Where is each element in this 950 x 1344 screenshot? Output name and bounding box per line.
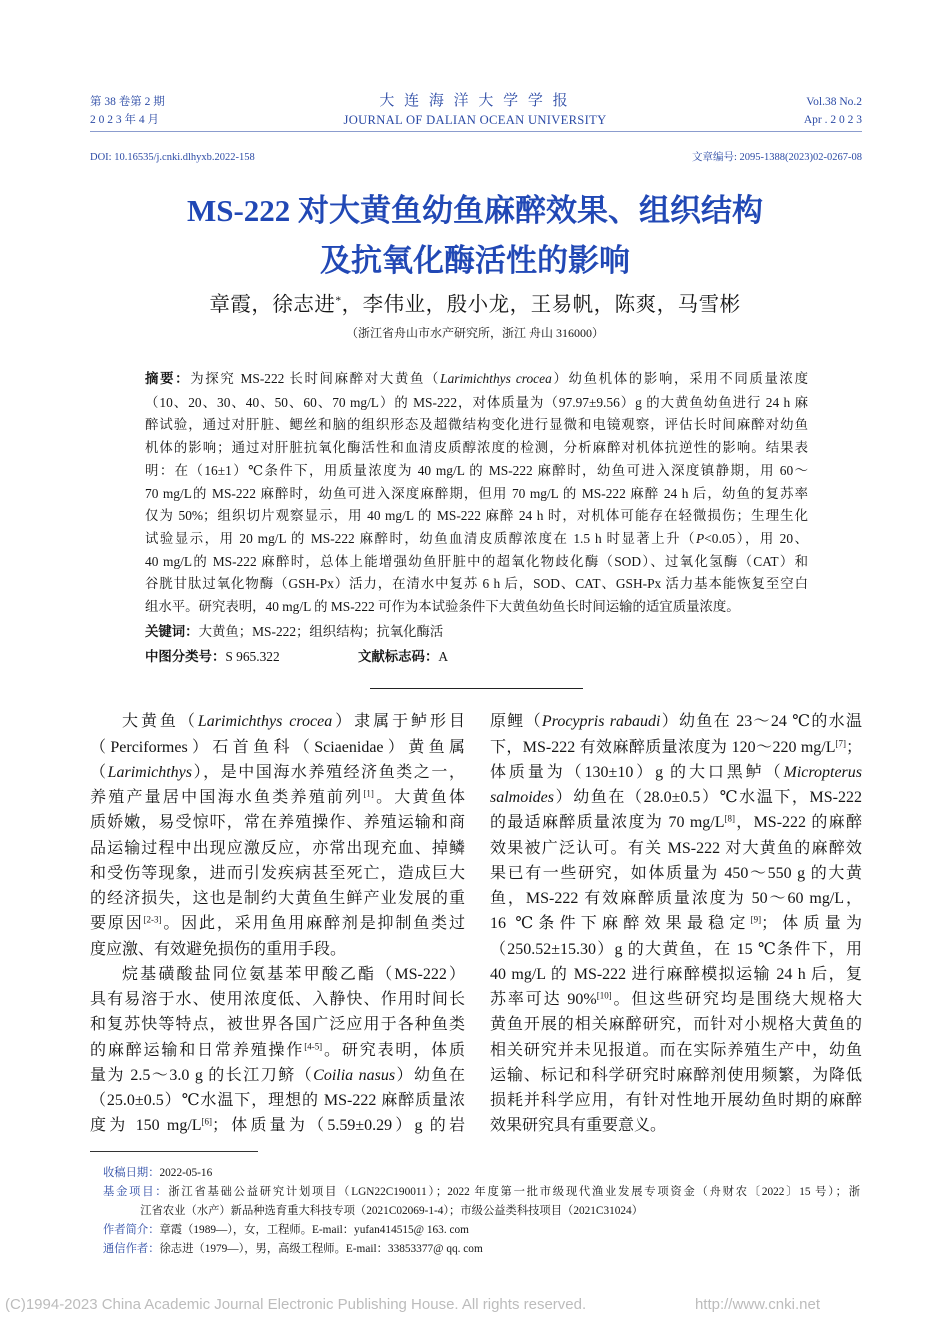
text-run: ；体质量为（5.59±0.29）g 的岩 <box>212 1117 465 1135</box>
text-run: （Perciformes）石首鱼科（Sciaenidae）黄鱼属 <box>90 738 465 756</box>
abstract-line <box>145 392 808 415</box>
abstract-line <box>145 483 808 506</box>
body-line <box>90 937 465 962</box>
footnote <box>103 1164 860 1183</box>
text-run: ；体质量为 <box>761 915 862 933</box>
body-line <box>90 1063 465 1088</box>
text-run: 运输、标记和科学研究时麻醉剂使用频繁，为降低 <box>490 1066 862 1084</box>
text-run: 损耗并科学应用，有针对性地开展幼鱼时期的麻醉 <box>490 1092 862 1110</box>
text-run: 组水平。研究表明，40 mg/L 的 MS-222 可作为本试验条件下大黄鱼幼鱼长时间运输的适宜质量浓度。 <box>145 599 740 615</box>
journal-name-en: JOURNAL OF DALIAN OCEAN UNIVERSITY <box>343 113 607 127</box>
body-line <box>490 987 862 1012</box>
text-run: 和复苏快等特点，被世界各国广泛应用于各种鱼类 <box>90 1016 465 1034</box>
body-line <box>490 1012 862 1037</box>
text-run: 。但这些研究均是围绕大规格大 <box>611 991 862 1009</box>
paper-title <box>0 186 950 286</box>
copyright-watermark <box>5 1296 945 1314</box>
keywords-label: 关键词： <box>145 625 199 640</box>
text-run: 体质量为（130±10）g 的大口黑鲈（ <box>490 763 784 781</box>
doi-row <box>90 151 862 165</box>
text-run: ）幼鱼在 <box>395 1066 465 1084</box>
text-run: （10、20、30、40、50、60、70 mg/L）的 MS-222，对体质量为（97.97±9.56）g 的大黄鱼幼鱼进行 24 h 麻 <box>145 394 808 410</box>
body-line <box>490 861 862 886</box>
issue-date: 2 0 2 3 年 4 月 <box>90 114 159 126</box>
abstract-separator <box>370 688 583 689</box>
body-column-right <box>490 709 862 1138</box>
abstract-line <box>145 368 808 392</box>
body-line <box>490 1063 862 1088</box>
body-line <box>490 1038 862 1063</box>
text-run: ）幼鱼机体的影响，采用不同质量浓度 <box>551 371 808 386</box>
volume-number: Vol.38 No.2 <box>806 96 862 108</box>
abstract-line <box>145 505 808 528</box>
text-run: ，MS-222 的麻醉 <box>734 814 862 832</box>
superscript-mark: [6] <box>201 1117 212 1128</box>
footnote-line <box>103 1183 860 1202</box>
clc-label: 中图分类号： <box>145 650 226 665</box>
text-run: 度为 150 mg/L <box>90 1117 202 1135</box>
body-line <box>490 785 862 810</box>
footnote-text: 浙江省基础公益研究计划项目（LGN22C190011）；2022 年度第一批市级现代渔业发展专项资金（舟财农〔2022〕15 号）；浙 <box>168 1186 860 1198</box>
text-run: ），是中国海水养殖经济鱼类之一， <box>192 763 465 781</box>
text-run: 的经济损失，这也是制约大黄鱼生鲜产业发展的重 <box>90 890 465 908</box>
footnote-label: 收稿日期： <box>103 1167 160 1179</box>
text-run: 。大黄鱼体 <box>373 789 465 807</box>
text-run: 鱼，MS-222 有效麻醉质量浓度为 50～60 mg/L， <box>490 890 862 908</box>
clc-group <box>145 646 358 670</box>
abstract-line <box>145 528 808 551</box>
text-run: 苏率可达 90% <box>490 991 597 1009</box>
text-run: 。研究表明，体质 <box>322 1041 465 1059</box>
text-run: 具有易溶于水、使用浓度低、入静快、作用时间长 <box>90 991 465 1009</box>
text-run: 大黄鱼（ <box>122 713 198 731</box>
superscript-mark: * <box>335 295 342 308</box>
body-line <box>90 1088 465 1113</box>
text-run: 的最适麻醉质量浓度为 70 mg/L <box>490 814 725 832</box>
paragraph <box>90 962 465 1139</box>
superscript-mark: [10] <box>596 990 612 1001</box>
classification-row <box>145 646 808 670</box>
text-run: 要原因 <box>90 915 144 933</box>
text-run: （25.0±0.5）℃水温下，理想的 MS-222 麻醉质量浓 <box>90 1092 465 1110</box>
italic-term: Procypris rabaudi <box>541 713 661 731</box>
publisher-url: http://www.cnki.net <box>694 1296 820 1313</box>
body-line <box>90 861 465 886</box>
text-run: 养殖产量居中国海水鱼类养殖前列 <box>90 789 364 807</box>
issue-date-en: Apr . 2 0 2 3 <box>803 114 862 126</box>
superscript-mark: [1] <box>363 788 374 799</box>
affiliation: （浙江省舟山市水产研究所，浙江 舟山 316000） <box>345 326 604 340</box>
superscript-mark: [4-5] <box>304 1041 323 1052</box>
footnote-line <box>103 1202 860 1221</box>
footnote-text: 徐志进（1979—），男，高级工程师。E-mail：33853377@ qq. com <box>159 1243 483 1255</box>
text-run: 品运输过程中出现应激反应，亦常出现充血、掉鳞 <box>90 839 465 857</box>
footnote <box>103 1183 860 1221</box>
text-run: 相关研究并未见报道。而在实际养殖生产中，幼鱼 <box>490 1041 862 1059</box>
footnote-text: 章霞（1989—），女，工程师。E-mail：yufan414515@ 163. com <box>159 1224 469 1236</box>
footnote-text: 2022-05-16 <box>159 1167 213 1179</box>
body-line <box>90 1113 465 1138</box>
text-run: 醉试验，通过对肝脏、鳃丝和脑的组织形态及超微结构变化进行显微和电镜观察，评估长时间麻醉对幼鱼 <box>145 417 808 433</box>
body-line <box>490 836 862 861</box>
body-line <box>90 709 465 734</box>
abstract-line <box>145 414 808 437</box>
text-run: ，李伟业，殷小龙，王易帆，陈爽，马雪彬 <box>341 294 741 316</box>
body-line <box>490 735 862 760</box>
footnote-line <box>103 1164 860 1183</box>
body-line <box>490 937 862 962</box>
superscript-mark: [2-3] <box>143 915 162 926</box>
text-run: 原鲤（ <box>490 713 542 731</box>
text-run: 40 mg/L的 MS-222 麻醉时，总体上能增强幼鱼肝脏中的超氧化物歧化酶（SOD）、过氧化氢酶（CAT）和 <box>145 553 808 569</box>
author-line <box>0 292 950 318</box>
text-run: 试验显示，用 20 mg/L 的 MS-222 麻醉时，幼鱼血清皮质醇浓度在 1.5 h 时显著上升（ <box>145 530 697 546</box>
text-run: 章霞，徐志进 <box>209 294 336 316</box>
body-line <box>490 1088 862 1113</box>
footnote-label: 作者简介： <box>103 1224 160 1236</box>
keywords-text: 大黄鱼；MS-222；组织结构；抗氧化酶活 <box>198 624 444 639</box>
text-run: 的麻醉运输和日常养殖操作 <box>90 1041 305 1059</box>
body-line <box>490 709 862 734</box>
superscript-mark: [7] <box>835 738 846 749</box>
paragraph <box>490 709 862 1138</box>
article-number: 文章编号: 2095-1388(2023)02-0267-08 <box>691 152 862 163</box>
doc-code: A <box>438 649 449 664</box>
issue-number: 第 38 卷第 2 期 <box>90 96 165 108</box>
body-line <box>90 760 465 785</box>
title-line-1: MS-222 对大黄鱼幼鱼麻醉效果、组织结构 <box>186 193 764 228</box>
doc-code-label: 文献标志码： <box>358 650 439 665</box>
text-run: 。因此，采用鱼用麻醉剂是抑制鱼类过 <box>161 915 465 933</box>
body-line <box>90 836 465 861</box>
abstract-line <box>145 551 808 574</box>
footnote-rule <box>90 1151 258 1152</box>
text-run: （ <box>90 763 108 781</box>
superscript-mark: [8] <box>724 814 735 825</box>
text-run: 效果被广泛认可。有关 MS-222 对大黄鱼的麻醉效 <box>490 839 862 857</box>
keywords <box>145 621 808 645</box>
italic-term: Larimichthys crocea <box>197 713 333 731</box>
italic-term: Micropterus <box>783 763 862 781</box>
body-line <box>90 785 465 810</box>
running-header-right <box>804 93 862 129</box>
title-line-2: 及抗氧化酶活性的影响 <box>320 243 630 278</box>
text-run: 40 mg/L 的 MS-222 进行麻醉模拟运输 24 h 后，复 <box>490 965 862 983</box>
body-line <box>490 886 862 911</box>
footnote-line <box>103 1221 860 1240</box>
section-label: 摘要： <box>145 372 191 387</box>
body-line <box>490 1113 862 1138</box>
header-rule <box>90 131 862 132</box>
italic-term: salmoides <box>490 789 554 807</box>
text-run: ）幼鱼在（28.0±0.5）℃水温下，MS-222 <box>554 789 862 807</box>
body-line <box>90 886 465 911</box>
text-run: <0.05），用 20、 <box>704 530 808 546</box>
text-run: 下，MS-222 有效麻醉质量浓度为 120～220 mg/L <box>490 738 836 756</box>
paragraph <box>90 709 465 962</box>
author-list <box>0 292 950 318</box>
body-line <box>90 735 465 760</box>
text-run: 黄鱼开展的相关麻醉研究，而针对小规格大黄鱼的 <box>490 1016 862 1034</box>
text-run: ）幼鱼在 23～24 ℃的水温 <box>660 713 862 731</box>
body-column-left <box>90 709 465 1138</box>
footnote-label: 基金项目： <box>103 1186 169 1198</box>
superscript-mark: [9] <box>750 915 762 926</box>
text-run: 为探究 MS-222 长时间麻醉对大黄鱼（ <box>190 371 441 386</box>
text-run: 仅为 50%；组织切片观察显示，用 40 mg/L 的 MS-222 麻醉 24 h 时，对机体可能存在轻微损伤；生理生化 <box>145 508 808 524</box>
body-line <box>490 962 862 987</box>
italic-term: P <box>696 530 705 546</box>
clc-number: S 965.322 <box>225 649 280 664</box>
text-run: 量为 2.5～3.0 g 的长江刀鲚（ <box>90 1066 314 1084</box>
italic-term: Larimichthys crocea <box>440 371 552 386</box>
text-run: 果已有一些研究，如体质量为 450～550 g 的大黄 <box>490 864 862 882</box>
footnote-label: 通信作者： <box>103 1243 160 1255</box>
italic-term: Larimichthys <box>107 763 193 781</box>
body-line <box>90 911 465 936</box>
body-line <box>490 760 862 785</box>
text-run: 明：在（16±1）℃条件下，用质量浓度为 40 mg/L 的 MS-222 麻醉时，幼鱼可进入深度镇静期，用 60～ <box>145 462 808 478</box>
footnote <box>103 1240 860 1259</box>
footnote-text: 江省农业（水产）新品种选育重大科技专项（2021C02069-1-4）；市级公益类科技项目（2021C31024） <box>140 1205 643 1217</box>
body-line <box>90 1012 465 1037</box>
body-line <box>90 987 465 1012</box>
abstract-line <box>145 460 808 483</box>
text-run: 效果研究具有重要意义。 <box>490 1117 667 1135</box>
body-line <box>490 911 862 936</box>
text-run: 机体的影响；通过对肝脏抗氧化酶活性和血清皮质醇浓度的检测，分析麻醉对机体抗逆性的影响。结果表 <box>145 440 808 456</box>
text-run: 质娇嫩，易受惊吓，常在养殖操作、养殖运输和商 <box>90 814 465 832</box>
abstract-line <box>145 596 808 619</box>
footnotes <box>103 1164 860 1259</box>
footnote-line <box>103 1240 860 1259</box>
footnote <box>103 1221 860 1240</box>
journal-name-cn: 大 连 海 洋 大 学 学 报 <box>379 93 571 109</box>
text-run: 70 mg/L的 MS-222 麻醉时，幼鱼可进入深度麻醉期，但用 70 mg/L 的 MS-222 麻醉 24 h 后，幼鱼的复苏率 <box>145 485 808 501</box>
text-run: 16 ℃条件下麻醉效果最稳定 <box>490 915 751 933</box>
text-run: 烷基磺酸盐同位氨基苯甲酸乙酯（MS-222） <box>122 965 465 983</box>
body-line <box>90 1038 465 1063</box>
abstract-line <box>145 437 808 460</box>
abstract <box>145 368 808 619</box>
copyright-text: (C)1994-2023 China Academic Journal Electronic Publishing House. All rights reserved. <box>5 1296 587 1313</box>
italic-term: Coilia nasus <box>313 1066 396 1084</box>
text-run: ； <box>845 738 862 756</box>
body-line <box>90 962 465 987</box>
body-line <box>90 810 465 835</box>
text-run: （250.52±15.30）g 的大黄鱼，在 15 ℃条件下，用 <box>490 940 862 958</box>
text-run: 度应激、有效避免损伤的重用手段。 <box>90 940 347 958</box>
text-run: 谷胱甘肽过氧化物酶（GSH-Px）活力，在清水中复苏 6 h 后，SOD、CAT、GSH-Px 活力基本能恢复至空白 <box>145 576 808 592</box>
text-run: ）隶属于鲈形目 <box>332 713 465 731</box>
body-line <box>490 810 862 835</box>
abstract-line <box>145 573 808 596</box>
text-run: 和受伤等现象，进而引发疾病甚至死亡，造成巨大 <box>90 864 465 882</box>
doi: DOI: 10.16535/j.cnki.dlhyxb.2022-158 <box>90 152 255 163</box>
